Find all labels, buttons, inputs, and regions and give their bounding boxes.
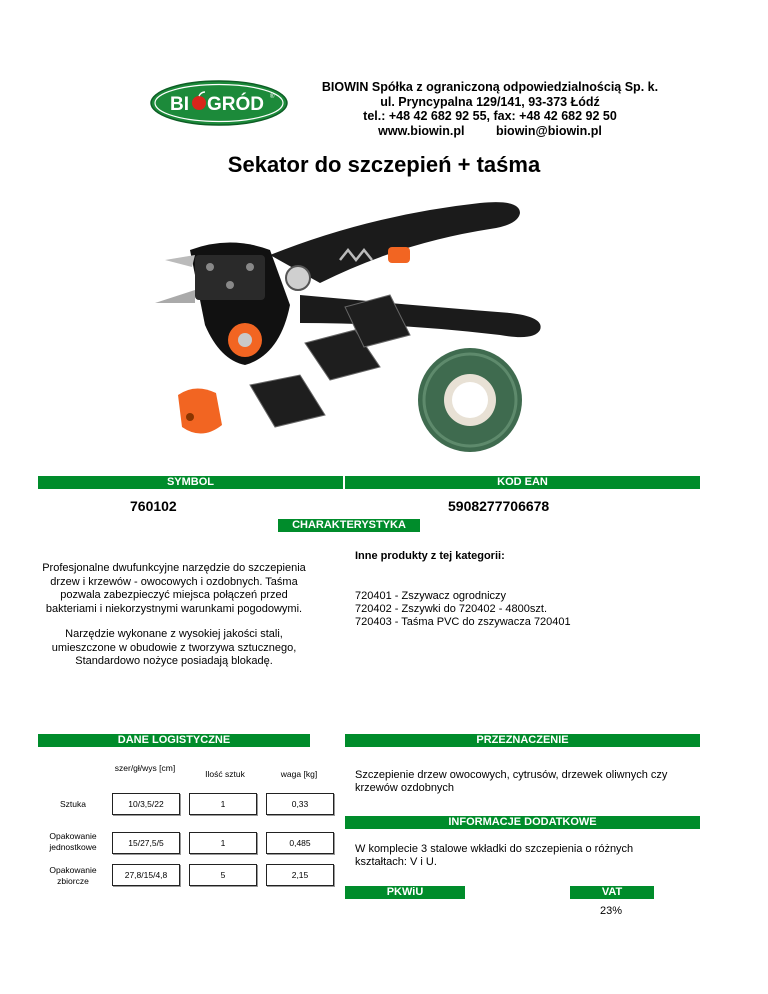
other-product-item: 720403 - Taśma PVC do zszywacza 720401 — [355, 616, 571, 628]
company-phone: tel.: +48 42 682 92 55, fax: +48 42 682 92 50 — [363, 109, 617, 123]
svg-text:BI: BI — [170, 94, 189, 115]
cell-quantity: 1 — [189, 832, 257, 854]
row-label-bulk-pack: Opakowanie zbiorcze — [49, 865, 97, 886]
symbol-header: SYMBOL — [38, 476, 343, 489]
cell-weight: 2,15 — [266, 864, 334, 886]
other-products-list — [355, 590, 571, 629]
vat-value: 23% — [600, 905, 623, 917]
cell-quantity: 1 — [189, 793, 257, 815]
svg-text:GRÓD: GRÓD — [207, 94, 264, 115]
additional-info-header: INFORMACJE DODATKOWE — [345, 816, 700, 829]
company-name: BIOWIN Spółka z ograniczoną odpowiedzialnością Sp. k. — [321, 80, 659, 94]
row-label-piece: Sztuka — [60, 799, 86, 809]
other-product-item: 720401 - Zszywacz ogrodniczy — [355, 590, 507, 602]
symbol-value: 760102 — [130, 498, 177, 514]
product-description: Profesjonalne dwufunkcyjne narzędzie do szczepienia drzew i krzewów - owocowych i ozdobnych. Taśma pozwala zabezpieczyć miejsca połączeń przed bakteriami i niekorzystnymi warunkami pogodowymi. — [42, 562, 306, 615]
svg-text:®: ® — [270, 94, 275, 100]
purpose-header: PRZEZNACZENIE — [345, 734, 700, 747]
ean-value: 5908277706678 — [448, 498, 550, 514]
pkwiu-header: PKWiU — [345, 886, 465, 899]
product-photo — [150, 195, 580, 455]
col-header-dimensions: szer/gł/wys [cm] — [114, 763, 176, 773]
company-website-link[interactable]: www.biowin.pl — [378, 123, 465, 138]
logistics-header: DANE LOGISTYCZNE — [38, 734, 310, 747]
company-address: ul. Pryncypalna 129/141, 93-373 Łódź — [380, 94, 600, 109]
company-info — [300, 80, 680, 138]
cell-quantity: 5 — [189, 864, 257, 886]
other-products-heading: Inne produkty z tej kategorii: — [355, 550, 505, 562]
cell-dimensions: 27,8/15/4,8 — [112, 864, 180, 886]
cell-dimensions: 15/27,5/5 — [112, 832, 180, 854]
cell-weight: 0,485 — [266, 832, 334, 854]
cell-dimensions: 10/3,5/22 — [112, 793, 180, 815]
vat-header: VAT — [570, 886, 654, 899]
product-material-description: Narzędzie wykonane z wysokiej jakości stali, umieszczone w obudowie z tworzywa sztucznego, Standardowo nożyce posiadają blokadę. — [51, 628, 297, 667]
biogrod-logo — [150, 80, 288, 126]
ean-header: KOD EAN — [345, 476, 700, 489]
col-header-quantity: Ilość sztuk — [205, 769, 245, 779]
product-title: Sekator do szczepień + taśma — [227, 152, 541, 177]
col-header-weight: waga [kg] — [280, 769, 318, 779]
row-label-unit-pack: Opakowanie jednostkowe — [49, 831, 97, 852]
additional-info-text: W komplecie 3 stalowe wkładki do szczepienia o różnych kształtach: V i U. — [355, 843, 634, 868]
company-email-link[interactable]: biowin@biowin.pl — [495, 123, 602, 138]
cell-weight: 0,33 — [266, 793, 334, 815]
characteristics-header: CHARAKTERYSTYKA — [278, 519, 420, 532]
other-product-item: 720402 - Zszywki do 720402 - 4800szt. — [355, 603, 548, 615]
purpose-text: Szczepienie drzew owocowych, cytrusów, drzewek oliwnych czy krzewów ozdobnych — [355, 769, 668, 794]
